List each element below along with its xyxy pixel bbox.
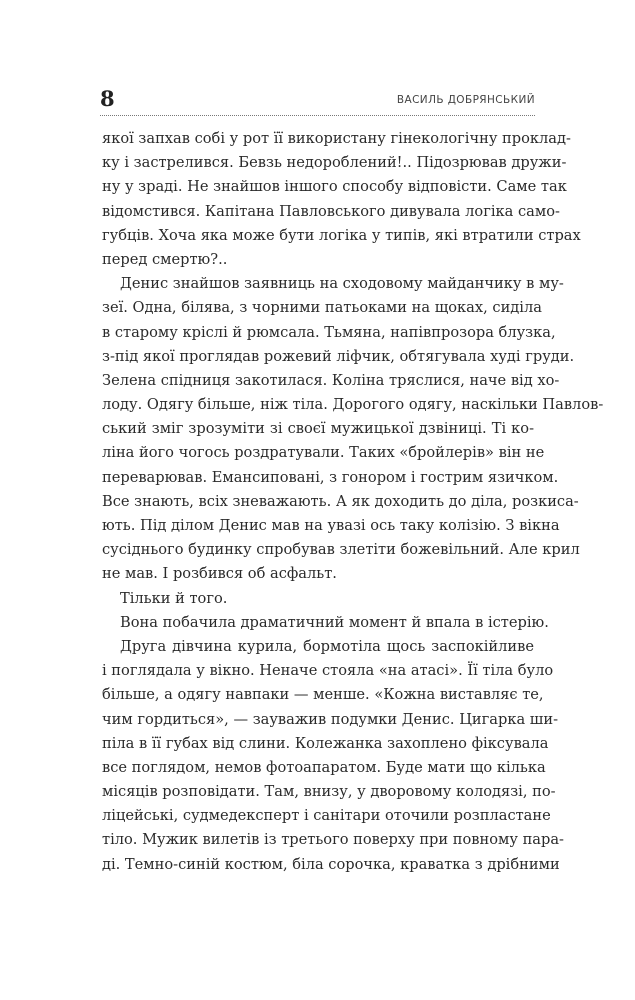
text-line: з-під якої проглядав рожевий ліфчик, обтягувала худі груди. <box>102 347 575 365</box>
page-number: 8 <box>100 86 115 111</box>
text-line: тіло. Мужик вилетів із третього поверху при повному пара- <box>102 831 564 849</box>
text-line: губців. Хоча яка може бути логіка у типів, які втратили страх <box>102 226 581 244</box>
text-line: Зелена спідниця закотилася. Коліна тряслися, наче від хо- <box>102 371 560 389</box>
text-line: і поглядала у вікно. Неначе стояла «на атасі». Її тіла було <box>102 662 554 680</box>
text-line: Вона побачила драматичний момент й впала в істерію. <box>120 613 549 631</box>
header-divider <box>100 115 535 116</box>
text-line: переварював. Емансиповані, з гонором і гострим язичком. <box>102 468 559 486</box>
text-line: ський зміг зрозуміти зі своєї мужицької дзвіниці. Ті ко- <box>102 420 534 438</box>
text-line: Друга дівчина курила, бормотіла щось заспокійливе <box>120 637 534 655</box>
text-line: відомстився. Капітана Павловського дивувала логіка само- <box>102 202 560 220</box>
body-text <box>102 127 604 877</box>
text-line: Тільки й того. <box>120 589 228 607</box>
text-line: лоду. Одягу більше, ніж тіла. Дорогого одягу, наскільки Павлов- <box>102 396 604 414</box>
text-line: все поглядом, немов фотоапаратом. Буде мати що кілька <box>102 758 546 776</box>
text-line: більше, а одягу навпаки — менше. «Кожна виставляє те, <box>102 686 544 704</box>
text-line: місяців розповідати. Там, внизу, у дворовому колодязі, по- <box>102 783 556 801</box>
text-line: сусіднього будинку спробував злетіти божевільний. Але крил <box>102 541 580 559</box>
text-line: ну у зраді. Не знайшов іншого способу відповісти. Саме так <box>102 178 567 196</box>
text-line: ліна його чогось роздратували. Таких «бройлерів» він не <box>102 444 545 462</box>
running-header-author: ВАСИЛЬ ДОБРЯНСЬКИЙ <box>396 94 535 106</box>
text-line: перед смертю?.. <box>102 250 228 268</box>
text-line: ку і застрелився. Бевзь недороблений!.. Підозрював дружи- <box>102 154 567 172</box>
text-line: зеї. Одна, білява, з чорними патьоками на щоках, сиділа <box>102 299 542 317</box>
text-line: Все знають, всіх зневажають. А як доходить до діла, розкиса- <box>102 492 579 510</box>
text-line: ліцейські, судмедексперт і санітари оточили розпластане <box>102 807 551 825</box>
text-line: чим гордиться», — зауважив подумки Денис. Цигарка ши- <box>102 710 559 728</box>
text-line: ють. Під ділом Денис мав на увазі ось таку колізію. З вікна <box>102 517 560 534</box>
text-line: не мав. І розбився об асфальт. <box>102 565 337 583</box>
text-line: якої запхав собі у рот її використану гінекологічну проклад- <box>102 130 571 147</box>
text-line: ді. Темно-синій костюм, біла сорочка, краватка з дрібними <box>102 855 560 873</box>
text-line: в старому кріслі й рюмсала. Тьмяна, напівпрозора блузка, <box>102 323 556 341</box>
text-line: Денис знайшов заявниць на сходовому майданчику в му- <box>120 275 564 293</box>
text-line: піла в її губах від слини. Колежанка захоплено фіксувала <box>102 734 549 752</box>
